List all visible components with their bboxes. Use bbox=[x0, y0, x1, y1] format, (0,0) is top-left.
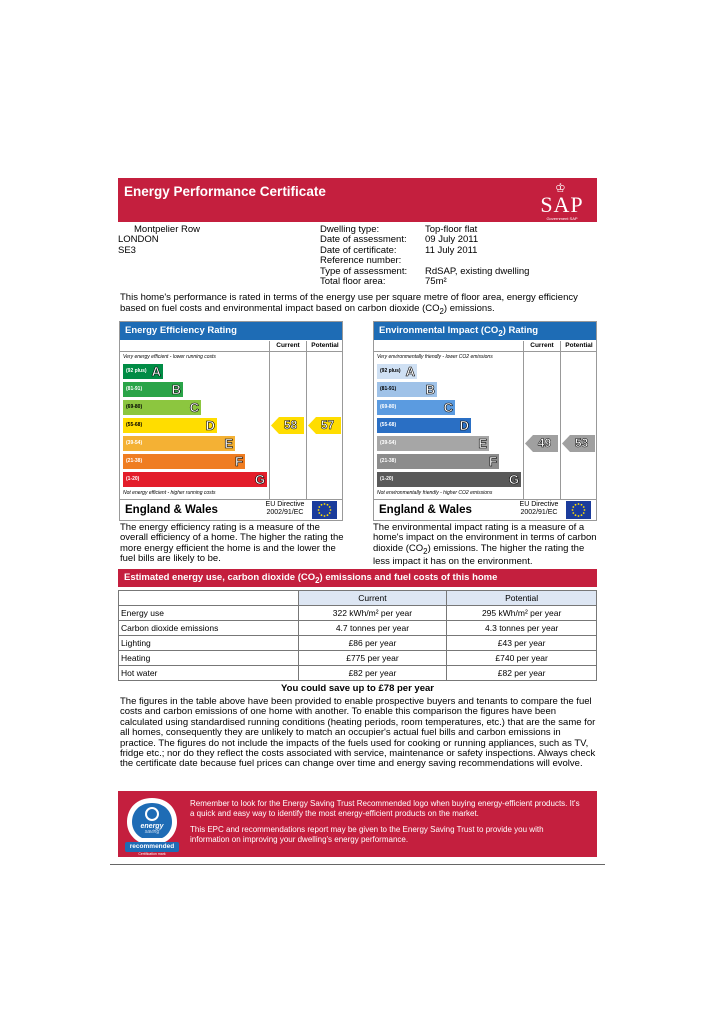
eu-star bbox=[321, 504, 323, 506]
estimated-costs-title bbox=[118, 569, 597, 587]
band-range: (39-54) bbox=[380, 440, 397, 446]
current-arrow-column bbox=[270, 362, 306, 488]
band-range: (21-38) bbox=[126, 458, 143, 464]
band-range: (21-38) bbox=[380, 458, 397, 464]
eu-star bbox=[572, 506, 574, 508]
potential-arrow-column bbox=[307, 362, 343, 488]
eu-directive-line: EU Directive bbox=[265, 501, 305, 508]
rating-band-b bbox=[123, 382, 183, 397]
row-potential: £82 per year bbox=[447, 666, 597, 681]
figures-explanation: The figures in the table above have been provided to enable prospective buyers and tenants to compare the fuel costs and carbon emissions of one home with another. To enable this comparison the figures have been calculated using standardised running conditions (heating periods, room temperatures, etc.) that are the same for all homes, consequently they are unlikely to match an occupier's actual fuel bills and carbon emissions in practice. The figures do not include the impacts of the fuels used for cooking or running appliances, such as TV, fridge etc.; nor do they reflect the costs associated with service, maintenance or safety inspections. Always check the certificate date because fuel prices can change over time and energy saving recommendations will evolve. bbox=[120, 696, 596, 770]
col-potential-header: Potential bbox=[306, 341, 343, 351]
eu-star bbox=[318, 509, 320, 511]
band-letter: B bbox=[425, 382, 435, 397]
rating-band-a bbox=[377, 364, 417, 379]
table-header-row bbox=[119, 591, 597, 606]
eu-star bbox=[318, 506, 320, 508]
detail-value: 09 July 2011 bbox=[425, 234, 479, 246]
row-potential: 295 kWh/m² per year bbox=[447, 606, 597, 621]
env-desc-subscript: 2 bbox=[423, 546, 428, 556]
top-caption: Very energy efficient - lower running costs bbox=[123, 354, 216, 360]
current-rating-value: 58 bbox=[283, 418, 298, 432]
band-letter: A bbox=[405, 364, 415, 379]
eu-star bbox=[581, 504, 583, 506]
energy-saving-recommended-logo bbox=[121, 794, 183, 854]
est-box-text-2: This EPC and recommendations report may be given to the Energy Saving Trust to provide you with information on improving your dwelling's energy performance. bbox=[190, 825, 544, 845]
detail-value: RdSAP, existing dwelling bbox=[425, 265, 530, 277]
eu-star bbox=[324, 515, 326, 517]
current-rating-arrow bbox=[271, 417, 304, 434]
col-current-header: Current bbox=[269, 341, 306, 351]
band-range: (55-68) bbox=[380, 422, 397, 428]
band-range: (69-80) bbox=[380, 404, 397, 410]
row-current: 322 kWh/m² per year bbox=[298, 606, 447, 621]
band-letter: E bbox=[224, 436, 233, 451]
estimated-costs-table bbox=[118, 590, 597, 681]
logo-recommended: recommended bbox=[129, 843, 175, 850]
col-current-header: Current bbox=[523, 341, 560, 351]
eu-star bbox=[572, 512, 574, 514]
eu-star bbox=[581, 514, 583, 516]
energy-saving-trust-box bbox=[118, 791, 597, 857]
band-letter: F bbox=[235, 454, 243, 469]
eu-star bbox=[329, 512, 331, 514]
eu-star bbox=[575, 504, 577, 506]
table-row bbox=[119, 636, 597, 651]
band-letter: F bbox=[489, 454, 497, 469]
eu-star bbox=[324, 503, 326, 505]
eu-directive-line: EU Directive bbox=[519, 501, 559, 508]
eu-star bbox=[583, 506, 585, 508]
crown-icon: ♔ bbox=[555, 181, 566, 195]
rating-band-g bbox=[123, 472, 267, 487]
band-stack bbox=[374, 362, 522, 488]
row-label: Energy use bbox=[119, 606, 299, 621]
eu-directive bbox=[260, 501, 310, 517]
detail-label: Dwelling type: bbox=[320, 224, 380, 235]
address-line: SE3 bbox=[118, 244, 136, 256]
band-letter: D bbox=[459, 418, 469, 433]
row-potential: £43 per year bbox=[447, 636, 597, 651]
eu-stars-icon bbox=[566, 501, 591, 519]
eu-star bbox=[329, 506, 331, 508]
grid-line bbox=[374, 499, 596, 500]
eu-directive-line: 2002/91/EC bbox=[520, 509, 558, 516]
eu-flag-icon bbox=[312, 501, 337, 519]
row-label: Hot water bbox=[119, 666, 299, 681]
row-label: Heating bbox=[119, 651, 299, 666]
eu-directive bbox=[514, 501, 564, 517]
detail-label: Date of assessment: bbox=[320, 234, 407, 246]
detail-value: Top-floor flat bbox=[425, 224, 478, 235]
sap-logo-text: SAP bbox=[540, 192, 584, 217]
detail-value: 11 July 2011 bbox=[425, 244, 478, 256]
env-title-part: ) Rating bbox=[502, 325, 539, 336]
table-row bbox=[119, 666, 597, 681]
table-header-potential: Potential bbox=[447, 591, 597, 606]
band-range: (69-80) bbox=[126, 404, 143, 410]
rating-band-a bbox=[123, 364, 163, 379]
row-label: Lighting bbox=[119, 636, 299, 651]
band-range: (39-54) bbox=[126, 440, 143, 446]
potential-rating-value: 57 bbox=[320, 418, 335, 432]
band-range: (92 plus) bbox=[380, 368, 401, 374]
band-stack bbox=[120, 362, 268, 488]
environmental-rating-title bbox=[374, 322, 596, 340]
detail-row bbox=[320, 277, 600, 287]
est-title-subscript: 2 bbox=[315, 575, 320, 585]
table-header-current: Current bbox=[298, 591, 447, 606]
detail-value: 75m² bbox=[425, 276, 447, 288]
eu-star bbox=[330, 509, 332, 511]
energy-efficiency-rating-box bbox=[119, 321, 343, 521]
band-range: (1-20) bbox=[380, 476, 394, 482]
potential-saving: You could save up to £78 per year bbox=[281, 683, 434, 694]
table-row bbox=[119, 606, 597, 621]
eu-star bbox=[572, 509, 574, 511]
intro-text bbox=[120, 293, 600, 317]
rating-band-c bbox=[377, 400, 455, 415]
band-letter: C bbox=[443, 400, 453, 415]
row-current: £82 per year bbox=[298, 666, 447, 681]
intro-text-part: This home's performance is rated in terms of the energy use per square metre of floor area, energy efficiency based on fuel costs and environmental impact based on carbon dioxide (CO bbox=[120, 292, 578, 314]
eu-star bbox=[575, 514, 577, 516]
rating-band-e bbox=[123, 436, 235, 451]
eu-directive-line: 2002/91/EC bbox=[266, 509, 304, 516]
band-range: (92 plus) bbox=[126, 368, 147, 374]
est-title-part: ) emissions and fuel costs of this home bbox=[319, 572, 498, 583]
est-box-text-1: Remember to look for the Energy Saving Trust Recommended logo when buying energy-efficient products. It's a quick and easy way to identify the most energy-efficient products on the market. bbox=[190, 799, 580, 819]
rating-band-g bbox=[377, 472, 521, 487]
logo-text-line: saving bbox=[144, 829, 160, 835]
grid-line bbox=[374, 351, 596, 352]
environmental-description bbox=[373, 523, 598, 568]
band-letter: E bbox=[478, 436, 487, 451]
efficiency-description: The energy efficiency rating is a measure of the overall efficiency of a home. The higher the rating the more energy efficient the home is and the lower the fuel bills are likely to be. bbox=[120, 522, 344, 565]
potential-arrow-column bbox=[561, 362, 597, 488]
rating-band-f bbox=[123, 454, 245, 469]
band-letter: G bbox=[508, 472, 519, 487]
col-potential-header: Potential bbox=[560, 341, 597, 351]
table-row bbox=[119, 621, 597, 636]
intro-text-part: ) emissions. bbox=[443, 302, 495, 314]
eu-star bbox=[584, 509, 586, 511]
rating-band-b bbox=[377, 382, 437, 397]
row-current: £775 per year bbox=[298, 651, 447, 666]
current-rating-value: 49 bbox=[537, 436, 552, 450]
band-range: (81-91) bbox=[126, 386, 143, 392]
region-label: England & Wales bbox=[125, 504, 218, 516]
grid-line bbox=[120, 351, 342, 352]
band-letter: G bbox=[254, 472, 265, 487]
logo-sub: Certification mark bbox=[138, 852, 166, 856]
certificate-header bbox=[118, 178, 597, 222]
bottom-caption: Not environmentally friendly - higher CO2 emissions bbox=[377, 490, 493, 496]
eu-star bbox=[327, 504, 329, 506]
table-row bbox=[119, 651, 597, 666]
eu-star bbox=[327, 514, 329, 516]
row-potential: 4.3 tonnes per year bbox=[447, 621, 597, 636]
eu-star bbox=[578, 503, 580, 505]
detail-label: Reference number: bbox=[320, 255, 402, 267]
sap-logo-subtitle: Government SAP bbox=[546, 216, 578, 221]
rating-band-d bbox=[377, 418, 471, 433]
band-range: (55-68) bbox=[126, 422, 143, 428]
property-address bbox=[118, 225, 298, 256]
band-letter: D bbox=[205, 418, 215, 433]
environmental-impact-rating-box bbox=[373, 321, 597, 521]
row-label: Carbon dioxide emissions bbox=[119, 621, 299, 636]
current-arrow-column bbox=[524, 362, 560, 488]
band-letter: A bbox=[151, 364, 161, 379]
band-range: (81-91) bbox=[380, 386, 397, 392]
eu-stars-icon bbox=[312, 501, 337, 519]
est-title-part: Estimated energy use, carbon dioxide (CO bbox=[124, 572, 316, 583]
region-label: England & Wales bbox=[379, 504, 472, 516]
address-line: Montpelier Row bbox=[134, 224, 200, 235]
table-header-empty bbox=[119, 591, 299, 606]
dwelling-details bbox=[320, 225, 600, 287]
band-range: (1-20) bbox=[126, 476, 140, 482]
potential-rating-value: 53 bbox=[574, 436, 589, 450]
bottom-caption: Not energy efficient - higher running costs bbox=[123, 490, 216, 496]
sap-logo bbox=[533, 182, 591, 220]
row-current: 4.7 tonnes per year bbox=[298, 621, 447, 636]
env-desc-part: The environmental impact rating is a measure of a home's impact on the environment in terms of carbon dioxide (CO bbox=[373, 522, 597, 554]
logo-text-line: energy bbox=[140, 823, 164, 830]
rating-band-c bbox=[123, 400, 201, 415]
band-letter: B bbox=[171, 382, 181, 397]
rating-band-d bbox=[123, 418, 217, 433]
detail-label: Type of assessment: bbox=[320, 265, 408, 277]
top-caption: Very environmentally friendly - lower CO2 emissions bbox=[377, 354, 493, 360]
band-letter: C bbox=[189, 400, 199, 415]
potential-rating-arrow bbox=[308, 417, 341, 434]
page-title: Energy Performance Certificate bbox=[124, 184, 326, 199]
eu-star bbox=[583, 512, 585, 514]
current-rating-arrow bbox=[525, 435, 558, 452]
eu-star bbox=[318, 512, 320, 514]
potential-rating-arrow bbox=[562, 435, 595, 452]
env-desc-part: ) emissions. The higher the rating the less impact it has on the environment. bbox=[373, 542, 585, 568]
detail-label: Total floor area: bbox=[320, 276, 386, 288]
detail-label: Date of certificate: bbox=[320, 244, 397, 256]
eu-flag-icon bbox=[566, 501, 591, 519]
env-title-part: Environmental Impact (CO bbox=[379, 325, 499, 336]
rating-band-f bbox=[377, 454, 499, 469]
efficiency-rating-title: Energy Efficiency Rating bbox=[120, 322, 342, 340]
eu-star bbox=[321, 514, 323, 516]
page-divider bbox=[110, 864, 605, 865]
intro-subscript: 2 bbox=[439, 306, 444, 316]
row-current: £86 per year bbox=[298, 636, 447, 651]
eu-star bbox=[578, 515, 580, 517]
env-title-subscript: 2 bbox=[498, 328, 503, 338]
address-line: LONDON bbox=[118, 234, 159, 246]
grid-line bbox=[120, 499, 342, 500]
row-potential: £740 per year bbox=[447, 651, 597, 666]
rating-band-e bbox=[377, 436, 489, 451]
